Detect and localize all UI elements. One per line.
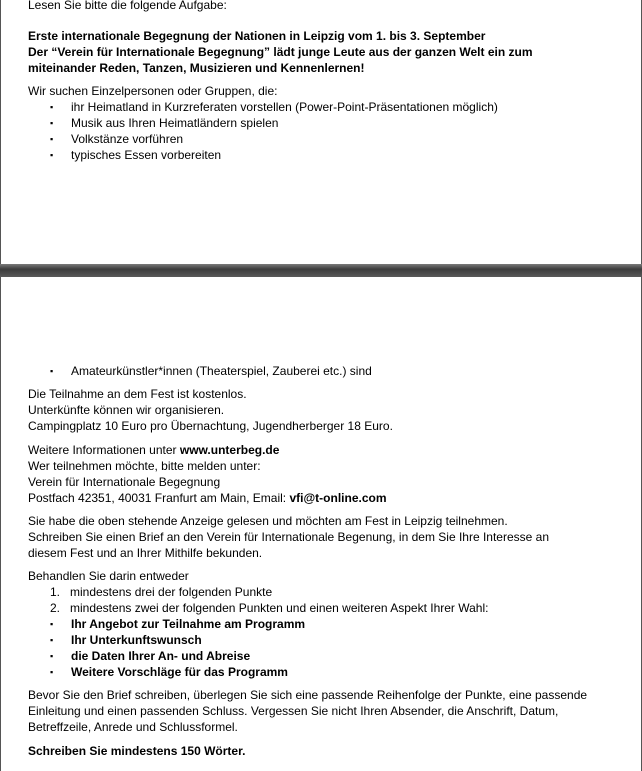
headline-line-3: miteinander Reden, Tanzen, Musizieren und Kennenlernen! xyxy=(28,61,365,75)
info-line-3: Campingplatz 10 Euro pro Übernachtung, Jugendherberger 18 Euro. xyxy=(28,419,393,433)
signup-line: Wer teilnehmen möchte, bitte melden unter: xyxy=(28,459,261,473)
address-line: Postfach 42351, 40031 Franfurt am Main, Email: vfi@t-online.com xyxy=(28,491,387,505)
word-count-instruction: Schreiben Sie mindestens 150 Wörter. xyxy=(28,744,246,758)
headline-line-1: Erste internationale Begegnung der Nationen in Leipzig vom 1. bis 3. September xyxy=(28,29,486,43)
page-separator xyxy=(0,264,642,277)
treat-intro: Behandlen Sie darin entweder xyxy=(28,569,189,583)
task-line-3: diesem Fest und an Ihrer Mithilfe bekunden. xyxy=(28,546,263,560)
info-line-1: Die Teilnahme an dem Fest ist kostenlos. xyxy=(28,387,247,401)
more-info-line: Weitere Informationen unter www.unterbeg.de xyxy=(28,443,280,457)
closing-line-3: Betreffzeile, Anrede und Schlussformel. xyxy=(28,720,238,734)
organization-name: Verein für Internationale Begegnung xyxy=(28,475,221,489)
intro-text: Lesen Sie bitte die folgende Aufgabe: xyxy=(28,0,227,12)
website-link: www.unterbeg.de xyxy=(179,443,280,457)
page-border-left xyxy=(0,277,1,771)
task-line-2: Schreiben Sie einen Brief an den Verein für Internationale Begenung, in dem Sie Ihre Interesse an xyxy=(28,530,550,544)
info-line-2: Unterkünfte können wir organisieren. xyxy=(28,403,225,417)
closing-line-2: Einleitung und einen passenden Schluss. Vergessen Sie nicht Ihren Absender, die Anschrift, Datum, xyxy=(28,704,559,718)
closing-line-1: Bevor Sie den Brief schreiben, überlegen Sie sich eine passende Reihenfolge der Punkte, eine passende xyxy=(28,688,588,702)
task-line-1: Sie habe die oben stehende Anzeige gelesen und möchten am Fest in Leipzig teilnehmen. xyxy=(28,514,508,528)
document-page-2: Amateurkünstler*innen (Theaterspiel, Zauberei etc.) sind Die Teilnahme an dem Fest ist kostenlos. Unterkünfte können wir organisieren. Campingplatz 10 Euro pro Übernachtung, Jugendherberger 18 Euro. Weitere Informationen unter www.unterbeg.de Wer teilnehmen möchte, bitte melden unter: Verein für Internationale Begegnung Postfach 42351, 40031 Franfurt am Main, Email: vfi@t-online.com Sie habe die oben stehende Anzeige gelesen und möchten am Fest in Leipzig teilnehmen. Schreiben Sie einen Brief an den Verein für Internationale Begenung, in dem Sie Ihre Interesse an diesem Fest und an Ihrer Mithilfe bekunden. Behandlen Sie darin entweder 1. mindestens drei der folgenden Punkte 2. mindestens zwei der folgenden Punkten und einen weiteren Aspekt Ihrer Wahl: Ihr Angebot zur Teilnahme am Programm Ihr Unterkunftswunsch die Daten Ihrer An- und Abreise Weitere Vorschläge für das Programm Bevor Sie den Brief schreiben, überlegen Sie sich eine passende Reihenfolge der Punkte, eine passende Einleitung und einen passenden Schluss. Vergessen Sie nicht Ihren Absender, die Anschrift, Datum, Betreffzeile, Anrede und Schlussformel. Schreiben Sie mindestens 150 Wörter. xyxy=(0,277,642,771)
search-intro: Wir suchen Einzelpersonen oder Gruppen, die: xyxy=(28,84,278,98)
page-border-left xyxy=(0,0,1,264)
document-page-1: Lesen Sie bitte die folgende Aufgabe: Erste internationale Begegnung der Nationen in Leipzig vom 1. bis 3. September Der “Verein für Internationale Begegnung” lädt junge Leute aus der ganzen Welt ein zum miteinander Reden, Tanzen, Musizieren und Kennenlernen! Wir suchen Einzelpersonen oder Gruppen, die: ihr Heimatland in Kurzreferaten vorstellen (Power-Point-Präsentationen möglich) Musik aus Ihren Heimatländern spielen Volkstänze vorführen typisches Essen vorbereiten xyxy=(0,0,642,264)
email-address: vfi@t-online.com xyxy=(289,491,387,505)
headline-line-2: Der “Verein für Internationale Begegnung” lädt junge Leute aus der ganzen Welt ein zum xyxy=(28,45,533,59)
